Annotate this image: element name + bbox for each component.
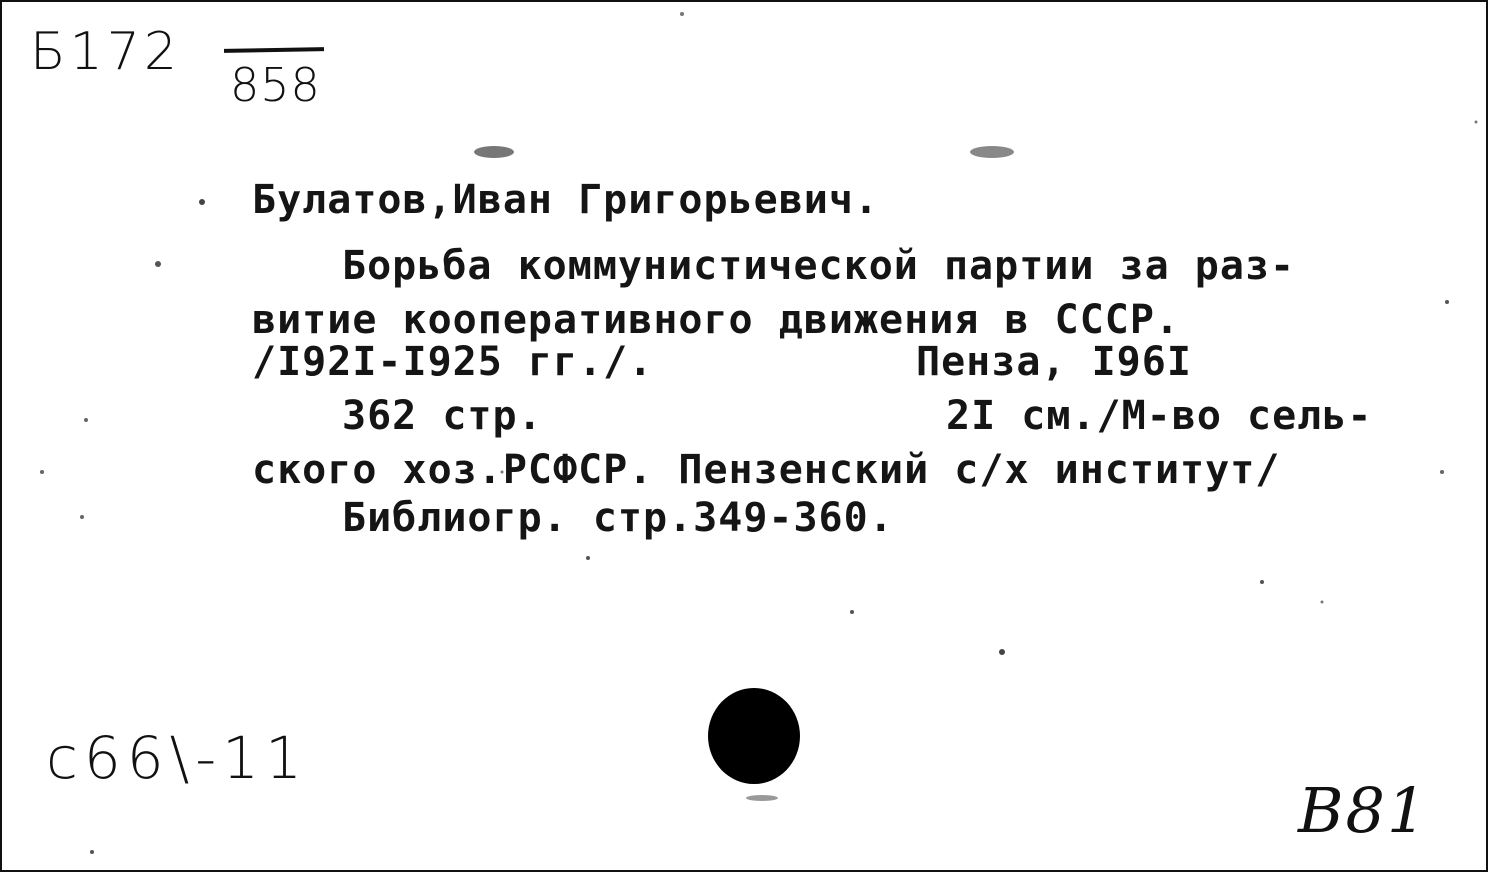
publisher-line: ского хоз.РСФСР. Пензенский с/х институт/ (252, 447, 1281, 493)
inventory-number: 858 (230, 58, 321, 112)
right-code: B81 (1298, 774, 1429, 847)
size-publisher: 2I см./М-во сель- (946, 393, 1373, 439)
shelf-mark: Б172 (30, 22, 181, 82)
publication-place-year: Пенза, I96I (916, 339, 1192, 385)
page-count: 362 стр. (342, 393, 543, 439)
author-line: Булатов,Иван Григорьевич. (252, 177, 880, 223)
date-range: /I92I-I925 гг./. (252, 339, 654, 385)
title-line-2: витие кооперативного движения в СССР. (252, 297, 1181, 343)
punch-hole (708, 688, 800, 784)
bibliography-line: Библиогр. стр.349-360. (342, 495, 894, 541)
title-line-1: Борьба коммунистической партии за раз- (342, 243, 1296, 289)
bottom-code: с66\-11 (46, 724, 308, 792)
